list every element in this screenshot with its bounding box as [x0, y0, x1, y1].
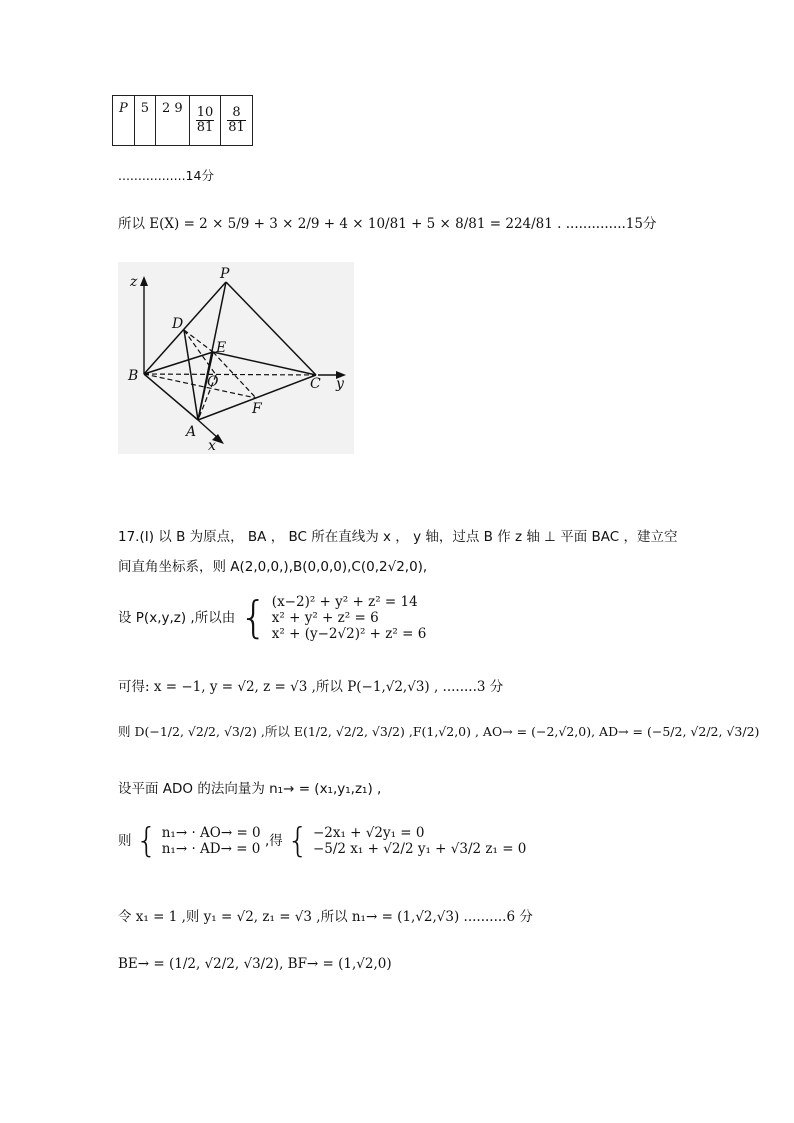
equation: x² + y² + z² = 6: [271, 610, 379, 626]
score-14: .................14分: [118, 168, 214, 183]
equation: n₁→ · AD→ = 0: [161, 841, 261, 857]
label-y: y: [336, 376, 344, 392]
d-e-f-line: 则 D(−1/2, √2/2, √3/2) ,所以 E(1/2, √2/2, √3/2) ,F(1,√2,0) , AO→ = (−2,√2,0), AD→ = (−5/2, √2/2, √3/2): [118, 724, 760, 739]
expectation-line: 所以 E(X) = 2 × 5/9 + 3 × 2/9 + 4 × 10/81 + 5 × 8/81 = 224/81 . ..............15分: [118, 216, 657, 232]
label-B: B: [128, 368, 139, 384]
normal-vector-line: 设平面 ADO 的法向量为 n₁→ = (x₁,y₁,z₁) ,: [118, 781, 382, 797]
label-C: C: [310, 376, 321, 392]
table-cell: 5: [134, 96, 155, 146]
label-F: F: [252, 401, 262, 417]
be-bf-line: BE→ = (1/2, √2/2, √3/2), BF→ = (1,√2,0): [118, 956, 392, 972]
label-O: O: [207, 374, 219, 390]
system-2: 则 { n₁→ · AO→ = 0 n₁→ · AD→ = 0 ,得 { −2x₁ + √2y₁ = 0 −5/2 x₁ + √2/2 y₁ + √3/2 z₁ = 0: [118, 821, 527, 861]
table-cell-label: P: [113, 96, 135, 146]
solution-17-line1: 17.(I) 以 B 为原点， BA ， BC 所在直线为 x ， y 轴，过点 B 作 z 轴 ⊥ 平面 BAC ，建立空: [118, 529, 678, 545]
equation: n₁→ · AO→ = 0: [161, 825, 261, 841]
solution-17-line2: 间直角坐标系，则 A(2,0,0,),B(0,0,0),C(0,2√2,0),: [118, 559, 428, 575]
equation: −2x₁ + √2y₁ = 0: [312, 825, 425, 841]
equation: −5/2 x₁ + √2/2 y₁ + √3/2 z₁ = 0: [312, 841, 527, 857]
label-x: x: [208, 438, 216, 454]
sys2-mid: ,得: [264, 833, 283, 849]
table-cell-fraction: $\frac{8}{81}$: [221, 96, 253, 146]
label-D: D: [172, 316, 184, 332]
probability-table: [112, 95, 253, 146]
label-P: P: [220, 266, 230, 282]
table-cell: 2 9: [156, 96, 190, 146]
equation: x² + (y−2√2)² + z² = 6: [271, 626, 427, 642]
geometry-figure: [118, 262, 354, 454]
system-1: 设 P(x,y,z) ,所以由 { (x−2)² + y² + z² = 14 x² + y² + z² = 6 x² + (y−2√2)² + z² = 6: [118, 592, 427, 643]
solve-line: 可得: x = −1, y = √2, z = √3 ,所以 P(−1,√2,√3) , ........3 分: [118, 679, 504, 695]
then-prefix: 则: [118, 833, 132, 849]
table-cell-fraction: $\frac{10}{81}$: [189, 96, 221, 146]
equation: (x−2)² + y² + z² = 14: [271, 594, 418, 610]
label-E: E: [216, 340, 227, 356]
setP-prefix: 设 P(x,y,z) ,所以由: [118, 610, 236, 626]
label-z: z: [130, 274, 138, 290]
label-A: A: [186, 424, 197, 440]
let-line: 令 x₁ = 1 ,则 y₁ = √2, z₁ = √3 ,所以 n₁→ = (1,√2,√3) ..........6 分: [118, 909, 533, 925]
